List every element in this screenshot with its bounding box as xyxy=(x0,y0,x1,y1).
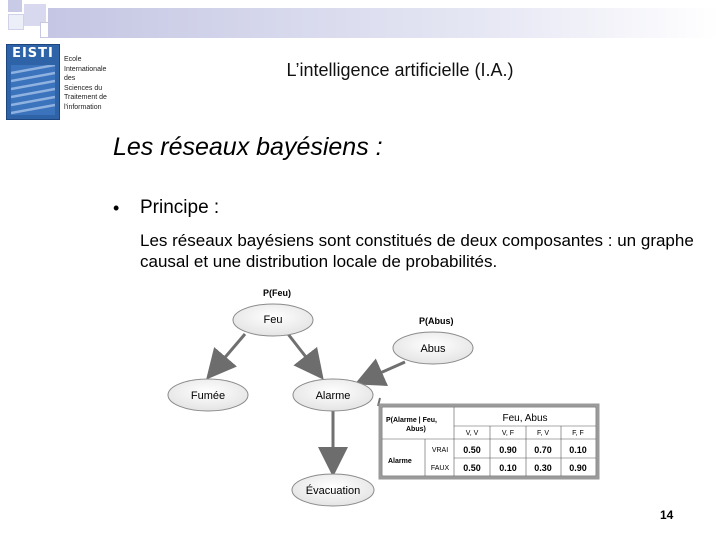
table-corner-label: Abus) xyxy=(406,426,426,433)
table-row-label: VRAI xyxy=(431,447,449,454)
probability-table xyxy=(380,405,598,478)
table-row-label: FAUX xyxy=(430,465,450,472)
table-cell: 0.90 xyxy=(499,445,517,455)
table-column-header: F, F xyxy=(572,430,584,437)
slide-title: L’intelligence artificielle (I.A.) xyxy=(286,60,514,80)
node-fumee-label: Fumée xyxy=(190,390,226,402)
school-line: Ecole xyxy=(64,56,82,63)
node-alarme-label: Alarme xyxy=(315,390,351,402)
label-p-feu: P(Feu) xyxy=(263,288,291,298)
logo-text: EISTI xyxy=(12,46,54,61)
school-line: Internationale xyxy=(64,65,107,73)
table-corner-label: P(Alarme | Feu, xyxy=(386,417,437,424)
table-cell: 0.70 xyxy=(534,445,552,455)
school-line: des xyxy=(64,75,76,82)
school-line: Sciences du xyxy=(64,84,103,92)
edge-abus-alarme xyxy=(360,362,405,382)
section-heading: Les réseaux bayésiens : xyxy=(113,133,383,161)
logo-stripes xyxy=(11,65,55,115)
principle-paragraph: Les réseaux bayésiens sont constitués de deux composantes : un graphe causal et une distribution locale de probabilités. xyxy=(140,231,694,271)
table-cell: 0.10 xyxy=(569,445,587,455)
header-decoration xyxy=(0,0,720,40)
edge-feu-fumee xyxy=(210,334,245,375)
eisti-logo xyxy=(6,44,60,120)
table-cell: 0.50 xyxy=(463,445,481,455)
school-name xyxy=(64,55,134,112)
table-cell: 0.90 xyxy=(569,463,587,473)
table-column-header: V, F xyxy=(501,430,515,437)
school-line: Traitement de xyxy=(64,94,107,101)
label-p-abus: P(Abus) xyxy=(419,316,454,326)
table-column-header: V, V xyxy=(465,430,479,437)
table-cell: 0.30 xyxy=(534,463,552,473)
table-cell: 0.10 xyxy=(499,463,517,473)
edge-feu-alarme xyxy=(288,334,320,375)
node-abus-label: Abus xyxy=(420,343,446,355)
table-row-group-label: Alarme xyxy=(388,458,412,465)
bullet-principe: Principe : xyxy=(140,197,220,218)
page-number: 14 xyxy=(660,508,674,522)
table-column-header: F, V xyxy=(536,430,550,437)
table-group-header: Feu, Abus xyxy=(502,413,548,424)
bayesian-network-diagram xyxy=(160,278,610,513)
table-cell: 0.50 xyxy=(463,463,481,473)
school-line: l'information xyxy=(64,103,102,111)
node-evacuation-label: Évacuation xyxy=(305,485,361,497)
bullet-marker: • xyxy=(113,198,120,218)
node-feu-label: Feu xyxy=(263,314,283,326)
